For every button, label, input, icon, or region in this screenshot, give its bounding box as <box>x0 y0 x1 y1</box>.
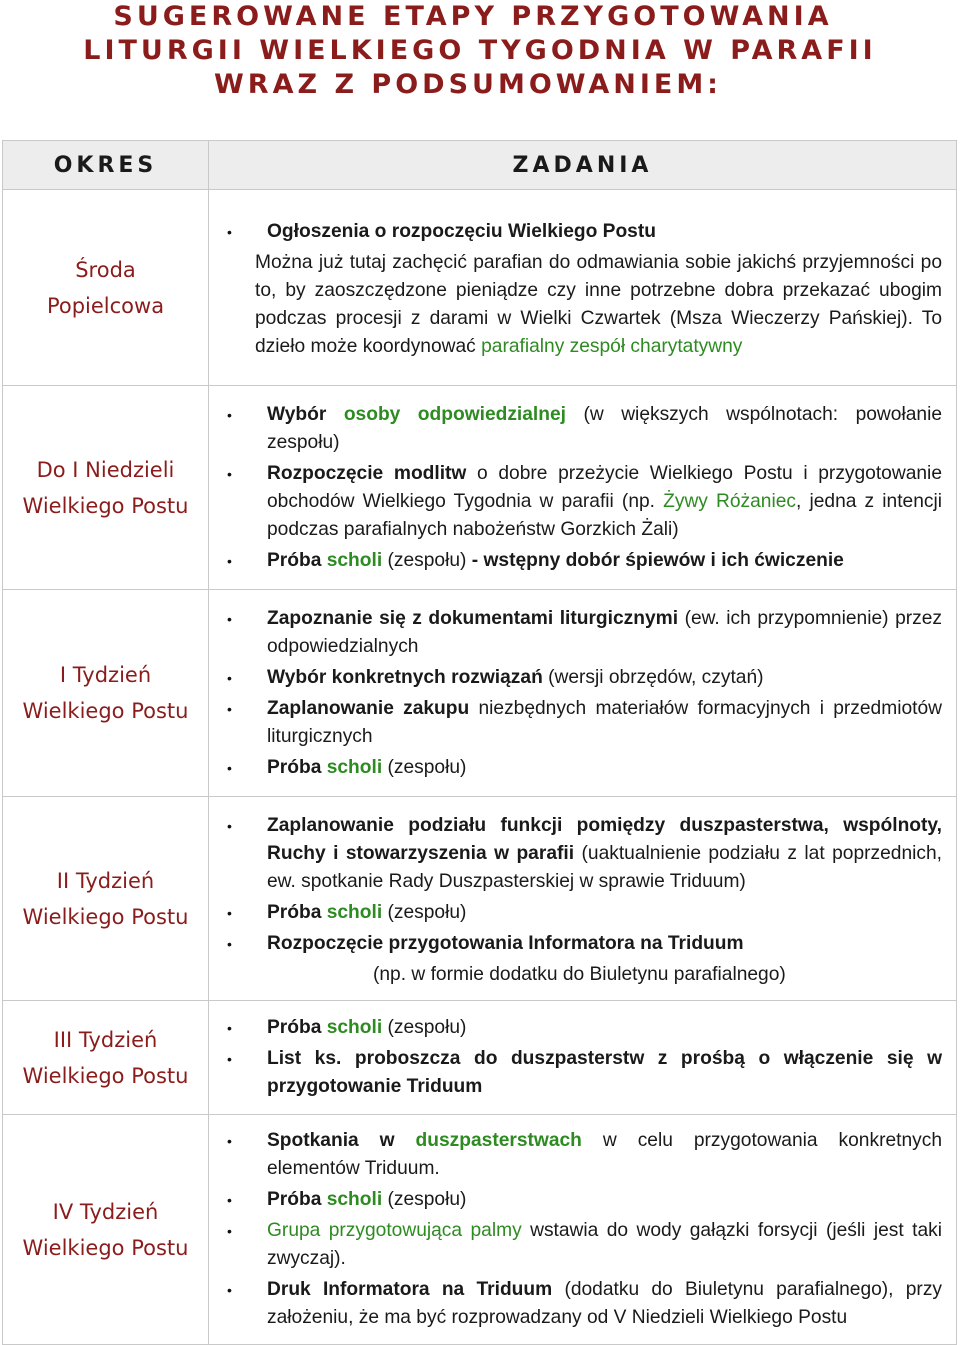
period-line: IV Tydzień <box>52 1199 159 1224</box>
list-item: • List ks. proboszcza do duszpasterstw z prośbą o włączenie się w przygotowanie Triduum <box>223 1045 942 1101</box>
period-line: Do I Niedzieli <box>36 457 175 482</box>
list-item: • Zaplanowanie podziału funkcji pomiędzy duszpasterstwa, wspólnoty, Ruchy i stowarzyszenia w parafii (uaktualnienie podziału z lat poprzednich, ew. spotkanie Rady Duszpasterskiej w sprawie Triduum) <box>223 812 942 896</box>
period-cell <box>3 797 209 1001</box>
period-line: Wielkiego Postu <box>22 493 189 518</box>
period-line: Wielkiego Postu <box>22 1235 189 1260</box>
list-item: • Ogłoszenia o rozpoczęciu Wielkiego Postu <box>223 218 942 246</box>
task-list <box>223 605 942 782</box>
period-line: Środa <box>75 257 136 282</box>
period-cell <box>3 1001 209 1115</box>
tasks-cell <box>209 1001 957 1115</box>
period-line: Wielkiego Postu <box>22 699 189 723</box>
list-item: • Próba scholi (zespołu) - wstępny dobór śpiewów i ich ćwiczenie <box>223 547 942 575</box>
tasks-cell <box>209 590 957 797</box>
table-row <box>3 1115 957 1345</box>
tasks-cell <box>209 797 957 1001</box>
task-list <box>223 1014 942 1101</box>
list-item: • Grupa przygotowująca palmy wstawia do wody gałązki forsycji (jeśli jest taki zwyczaj). <box>223 1217 942 1273</box>
header-period: OKRES <box>3 141 209 190</box>
list-item: • Druk Informatora na Triduum (dodatku do Biuletynu parafialnego), przy założeniu, że ma być rozprowadzany od V Niedzieli Wielkiego Postu <box>223 1276 942 1332</box>
title-line-1: SUGEROWANE ETAPY PRZYGOTOWANIA <box>113 1 833 32</box>
period-line: II Tydzień <box>56 868 155 893</box>
header-row <box>3 141 957 190</box>
schedule-table <box>2 140 957 1345</box>
table-row <box>3 1001 957 1115</box>
list-item: • Próba scholi (zespołu) <box>223 899 942 927</box>
list-item: • Próba scholi (zespołu) <box>223 754 942 782</box>
list-item: • Zaplanowanie zakupu niezbędnych materiałów formacyjnych i przedmiotów liturgicznych <box>223 695 942 751</box>
task-list <box>223 812 942 958</box>
period-cell <box>3 386 209 590</box>
title-line-3: WRAZ Z PODSUMOWANIEM: <box>214 69 722 100</box>
period-line: III Tydzień <box>53 1027 158 1052</box>
list-item: • Rozpoczęcie przygotowania Informatora na Triduum <box>223 930 942 958</box>
page-title <box>0 0 936 102</box>
title-line-2: LITURGII WIELKIEGO TYGODNIA W PARAFII <box>83 35 877 66</box>
list-item: • Rozpoczęcie modlitw o dobre przeżycie Wielkiego Postu i przygotowanie obchodów Wielkiego Tygodnia w parafii (np. Żywy Różaniec, jedna z intencji podczas parafialnych nabożeństw Gorzkich Żali) <box>223 460 942 544</box>
list-item: • Wybór osoby odpowiedzialnej (w większych wspólnotach: powołanie zespołu) <box>223 401 942 457</box>
table-row <box>3 797 957 1001</box>
task-description: Można już tutaj zachęcić parafian do odmawiania sobie jakichś przyjemności po to, by zaoszczędzone pieniądze czy inne potrzebne dobra przekazać ubogim podczas procesji z darami w Wielki Czwartek (Msza Wieczerzy Pańskiej). To dzieło może koordynować parafialny zespół charytatywny <box>255 251 942 357</box>
task-list <box>223 401 942 575</box>
tasks-cell <box>209 1115 957 1345</box>
tasks-cell <box>209 386 957 590</box>
list-item: • Zapoznanie się z dokumentami liturgicznymi (ew. ich przypomnienie) przez odpowiedzialnych <box>223 605 942 661</box>
period-line: I Tydzień <box>59 663 152 687</box>
list-item: • Próba scholi (zespołu) <box>223 1014 942 1042</box>
table-row <box>3 386 957 590</box>
tasks-cell <box>209 190 957 386</box>
task-list <box>223 1127 942 1332</box>
period-cell <box>3 1115 209 1345</box>
list-item: • Wybór konkretnych rozwiązań (wersji obrzędów, czytań) <box>223 664 942 692</box>
period-line: Wielkiego Postu <box>22 1063 189 1088</box>
table-row <box>3 190 957 386</box>
header-tasks: ZADANIA <box>209 141 957 190</box>
task-note: (np. w formie dodatku do Biuletynu parafialnego) <box>373 963 786 985</box>
period-cell <box>3 190 209 386</box>
period-line: Wielkiego Postu <box>22 904 189 929</box>
list-item: • Spotkania w duszpasterstwach w celu przygotowania konkretnych elementów Triduum. <box>223 1127 942 1183</box>
period-cell <box>3 590 209 797</box>
table-row <box>3 590 957 797</box>
list-item: • Próba scholi (zespołu) <box>223 1186 942 1214</box>
task-list <box>223 218 942 246</box>
period-line: Popielcowa <box>46 293 165 318</box>
